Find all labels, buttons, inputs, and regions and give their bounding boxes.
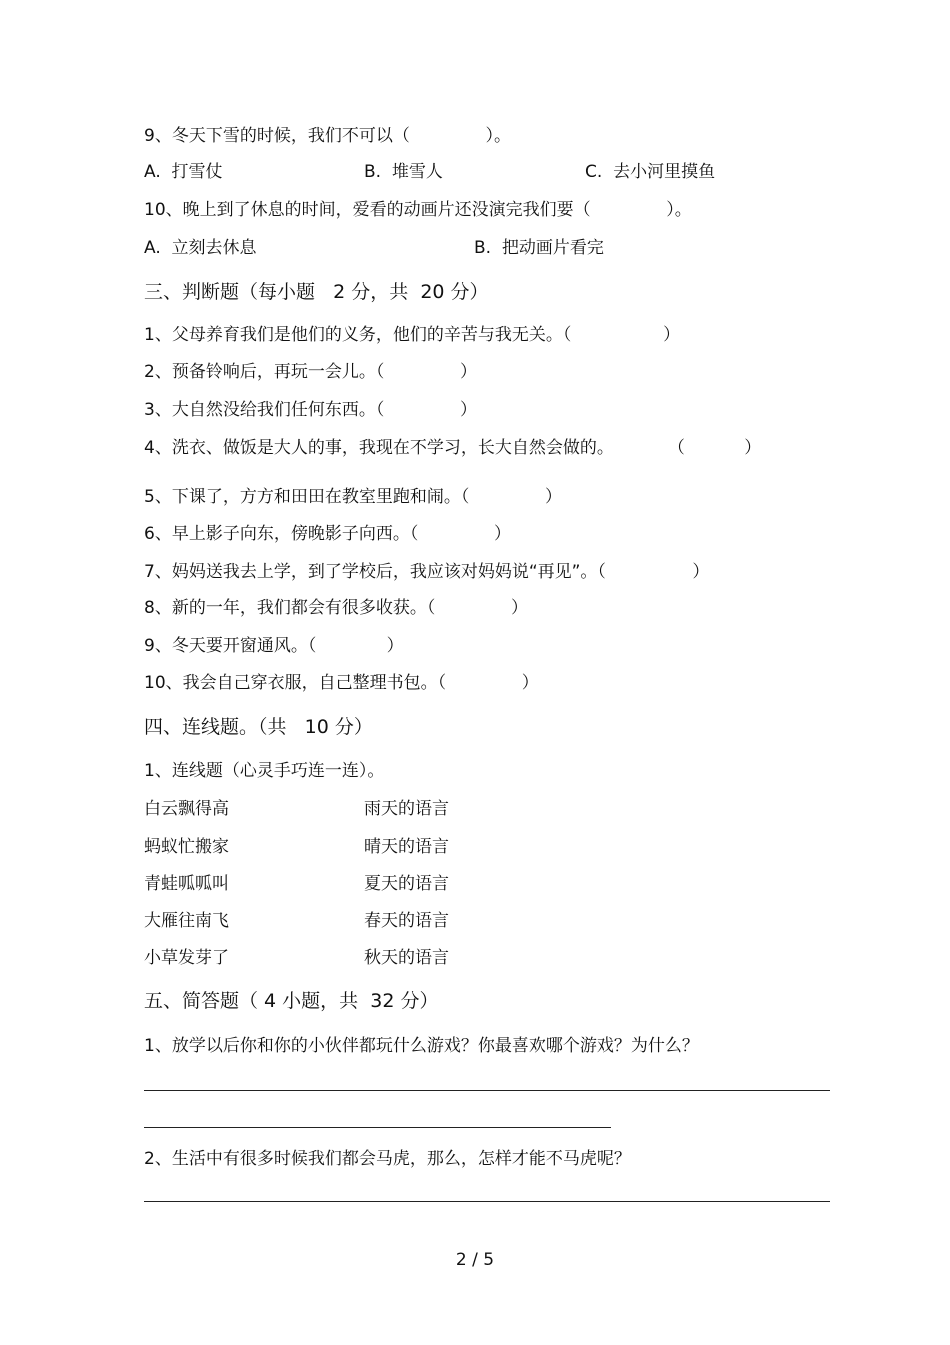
judge-item-1: 1、父母养育我们是他们的义务，他们的辛苦与我无关。（ ） xyxy=(144,325,681,345)
answer-line xyxy=(144,1090,830,1091)
judge-item-8: 8、新的一年，我们都会有很多收获。（ ） xyxy=(144,598,528,618)
judge-item-4: 4、洗衣、做饭是大人的事，我现在不学习，长大自然会做的。 （ ） xyxy=(144,438,762,458)
match-left-3: 青蛙呱呱叫 xyxy=(144,874,229,894)
q10-option-a: A. 立刻去休息 xyxy=(144,238,257,258)
q9-option-c: C. 去小河里摸鱼 xyxy=(585,162,716,182)
judge-item-2: 2、预备铃响后，再玩一会儿。（ ） xyxy=(144,362,477,382)
judge-item-7: 7、妈妈送我去上学，到了学校后，我应该对妈妈说“再见”。（ ） xyxy=(144,562,710,582)
q9-option-b: B. 堆雪人 xyxy=(364,162,443,182)
question-9: 9、冬天下雪的时候，我们不可以（ ）。 xyxy=(144,126,511,146)
section-4-heading: 四、连线题。（共 10 分） xyxy=(144,716,373,738)
judge-item-6: 6、早上影子向东，傍晚影子向西。（ ） xyxy=(144,524,511,544)
q9-option-a: A. 打雪仗 xyxy=(144,162,223,182)
match-left-2: 蚂蚁忙搬家 xyxy=(144,837,229,857)
page-number: 2 / 5 xyxy=(455,1250,495,1270)
judge-item-9: 9、冬天要开窗通风。（ ） xyxy=(144,636,404,656)
question-10: 10、晚上到了休息的时间，爱看的动画片还没演完我们要（ ）。 xyxy=(144,200,692,220)
match-right-4: 春天的语言 xyxy=(364,911,449,931)
match-right-3: 夏天的语言 xyxy=(364,874,449,894)
match-right-5: 秋天的语言 xyxy=(364,948,449,968)
matching-intro: 1、连线题（心灵手巧连一连）。 xyxy=(144,761,385,781)
match-right-2: 晴天的语言 xyxy=(364,837,449,857)
section-3-heading: 三、判断题（每小题 2 分，共 20 分） xyxy=(144,281,489,303)
judge-item-3: 3、大自然没给我们任何东西。（ ） xyxy=(144,400,477,420)
answer-line xyxy=(144,1201,830,1202)
short-answer-1: 1、放学以后你和你的小伙伴都玩什么游戏？你最喜欢哪个游戏？为什么？ xyxy=(144,1036,699,1056)
match-left-1: 白云飘得高 xyxy=(144,799,229,819)
section-5-heading: 五、简答题（ 4 小题，共 32 分） xyxy=(144,990,439,1012)
q10-option-b: B. 把动画片看完 xyxy=(474,238,604,258)
match-right-1: 雨天的语言 xyxy=(364,799,449,819)
judge-item-10: 10、我会自己穿衣服，自己整理书包。（ ） xyxy=(144,673,539,693)
match-left-4: 大雁往南飞 xyxy=(144,911,229,931)
judge-item-5: 5、下课了，方方和田田在教室里跑和闹。（ ） xyxy=(144,487,562,507)
answer-line xyxy=(144,1127,611,1128)
short-answer-2: 2、生活中有很多时候我们都会马虎，那么，怎样才能不马虎呢？ xyxy=(144,1149,631,1169)
match-left-5: 小草发芽了 xyxy=(144,948,229,968)
